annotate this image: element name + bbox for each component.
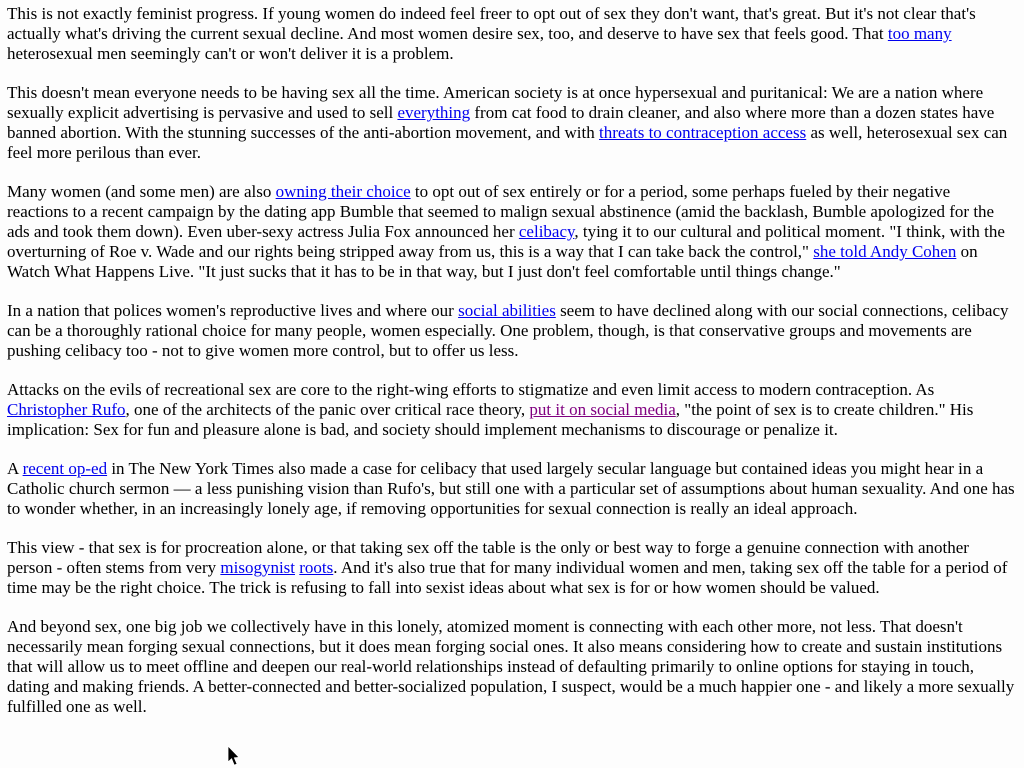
article-link[interactable]: celibacy bbox=[518, 222, 575, 241]
paragraph bbox=[7, 182, 1015, 282]
paragraph-text: seem to have declined along with our social connections, celibacy can be a thoroughly rational choice for many people, women especially. One problem, though, is that conservative groups and movements are pushing celibacy too - not to give women more control, but to offer us less. bbox=[7, 301, 1009, 360]
paragraph bbox=[7, 83, 1015, 163]
article-link[interactable]: threats to contraception access bbox=[599, 123, 807, 142]
article-link[interactable]: she told Andy Cohen bbox=[813, 242, 957, 261]
paragraph-text: from cat food to drain cleaner, and also where more than a dozen states have banned abortion. With the stunning successes of the anti-abortion movement, and with bbox=[7, 103, 995, 142]
paragraph-text: This doesn't mean everyone needs to be having sex all the time. American society is at once hypersexual and puritanical: We are a nation where sexually explicit advertising is pervasive and used to sell bbox=[7, 83, 984, 122]
paragraph-text: And beyond sex, one big job we collectively have in this lonely, atomized moment is connecting with each other more, not less. That doesn't necessarily mean forging sexual connections, but it does mean forging social ones. It also means considering how to create and sustain institutions that will allow us to meet offline and deepen our real-world relationships instead of defaulting primarily to online options for staying in touch, dating and making friends. A better-connected and better-socialized population, I suspect, would be a much happier one - and likely a more sexually fulfilled one as well. bbox=[7, 617, 1015, 716]
paragraph-text: , "the point of sex is to create children." His implication: Sex for fun and pleasure alone is bad, and society should implement mechanisms to discourage or penalize it. bbox=[7, 400, 974, 439]
paragraph-text: in The New York Times also made a case for celibacy that used largely secular language but contained ideas you might hear in a Catholic church sermon — a less punishing vision than Rufo's, but still one with a particular set of assumptions about human sexuality. And one has to wonder whether, in an increasingly lonely age, if removing opportunities for sexual connection is really an ideal approach. bbox=[7, 459, 1015, 518]
paragraph bbox=[7, 380, 1015, 440]
paragraph-text: , tying it to our cultural and political moment. "I think, with the overturning of Roe v. Wade and our rights being stripped away from us, this is a way that I can take back the control," bbox=[7, 222, 1005, 261]
article-link[interactable]: roots bbox=[299, 558, 334, 577]
paragraph-text: This view - that sex is for procreation alone, or that taking sex off the table is the only or best way to forge a genuine connection with another person - often stems from very bbox=[7, 538, 969, 577]
paragraph bbox=[7, 538, 1015, 598]
article-link[interactable]: social abilities bbox=[458, 301, 556, 320]
article-link[interactable]: misogynist bbox=[220, 558, 296, 577]
paragraph-text: , one of the architects of the panic over critical race theory, bbox=[125, 400, 530, 419]
mouse-cursor-icon bbox=[227, 746, 241, 767]
article-link[interactable]: recent op-ed bbox=[22, 459, 108, 478]
article-link-visited[interactable]: put it on social media bbox=[529, 400, 676, 419]
paragraph-text: to opt out of sex entirely or for a period, some perhaps fueled by their negative reactions to a recent campaign by the dating app Bumble that seemed to malign sexual abstinence (amid the backlash, Bumble apologized for the ads and took them down). Even uber-sexy actress Julia Fox announced her bbox=[7, 182, 995, 241]
paragraph-text: Attacks on the evils of recreational sex are core to the right-wing efforts to stigmatize and even limit access to modern contraception. As bbox=[7, 380, 935, 399]
paragraph-text: on Watch What Happens Live. "It just sucks that it has to be in that way, but I just don't feel comfortable until things change." bbox=[7, 242, 978, 281]
paragraph-text: heterosexual men seemingly can't or won't deliver it is a problem. bbox=[7, 44, 454, 63]
paragraph bbox=[7, 301, 1015, 361]
article-link[interactable]: owning their choice bbox=[275, 182, 411, 201]
article-link[interactable]: too many bbox=[887, 24, 952, 43]
paragraph-text: A bbox=[7, 459, 23, 478]
paragraph-text: In a nation that polices women's reproductive lives and where our bbox=[7, 301, 459, 320]
article-link[interactable]: Christopher Rufo bbox=[7, 400, 126, 419]
paragraph-text: This is not exactly feminist progress. If young women do indeed feel freer to opt out of sex they don't want, that's great. But it's not clear that's actually what's driving the current sexual decline. And most women desire sex, too, and deserve to have sex that feels good. That bbox=[7, 4, 976, 43]
article-link[interactable]: everything bbox=[397, 103, 471, 122]
paragraph-text: . And it's also true that for many individual women and men, taking sex off the table for a period of time may be the right choice. The trick is refusing to fall into sexist ideas about what sex is for or how women should be valued. bbox=[7, 558, 1008, 597]
paragraph bbox=[7, 4, 1015, 64]
paragraph bbox=[7, 617, 1015, 717]
paragraph bbox=[7, 459, 1015, 519]
article-body bbox=[7, 4, 1015, 736]
paragraph-text: as well, heterosexual sex can feel more perilous than ever. bbox=[7, 123, 1008, 162]
paragraph-text: Many women (and some men) are also bbox=[7, 182, 276, 201]
